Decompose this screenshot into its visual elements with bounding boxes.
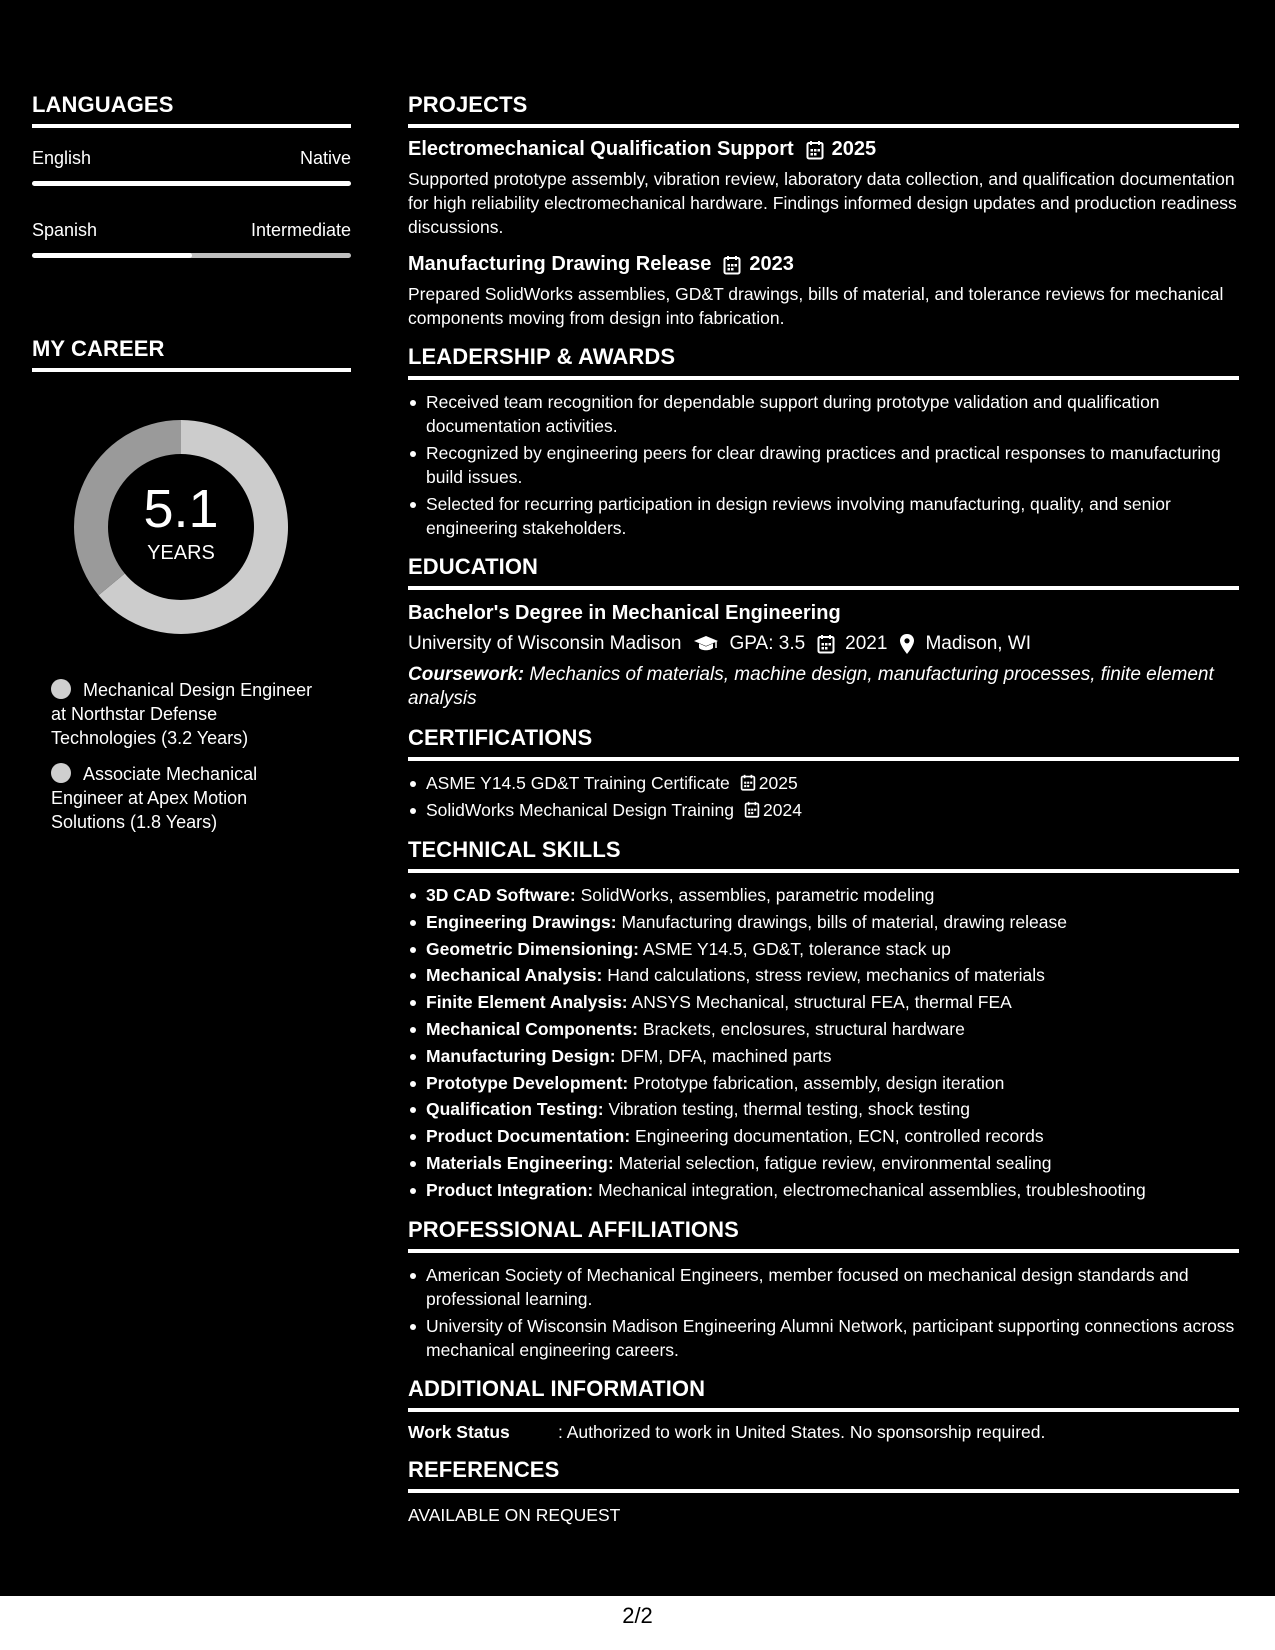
school-name: University of Wisconsin Madison (408, 633, 682, 654)
graduation-year: 2021 (845, 633, 888, 654)
skill-item (408, 1071, 1239, 1096)
graduation-cap-icon (693, 635, 719, 653)
affiliations-section (408, 1217, 1239, 1362)
calendar-icon (806, 140, 824, 160)
skill-value: Material selection, fatigue review, environmental sealing (618, 1152, 1052, 1173)
references-section (408, 1457, 1239, 1526)
career-roles-list (32, 678, 322, 834)
skill-value: Hand calculations, stress review, mechanics of materials (607, 965, 1045, 986)
skill-value: SolidWorks, assemblies, parametric modeling (580, 885, 935, 905)
left-column (32, 92, 351, 846)
skill-value: ASME Y14.5, GD&T, tolerance stack up (642, 938, 951, 959)
certifications-section (408, 725, 1239, 823)
projects-section (408, 92, 1239, 330)
list-item: University of Wisconsin Madison Engineering Alumni Network, participant supporting connections across mechanical engineering careers. (408, 1314, 1239, 1362)
list-item: Recognized by engineering peers for clear drawing practices and practical responses to manufacturing build issues. (408, 441, 1239, 489)
skill-value: Mechanical integration, electromechanical assemblies, troubleshooting (598, 1179, 1146, 1200)
skill-value: Manufacturing drawings, bills of material, drawing release (621, 911, 1067, 932)
skill-value: DFM, DFA, machined parts (620, 1045, 832, 1066)
skill-value: ANSYS Mechanical, structural FEA, thermal FEA (631, 992, 1012, 1013)
language-proficiency-bar (32, 253, 351, 258)
skill-label: Finite Element Analysis: (426, 992, 628, 1013)
calendar-icon (740, 774, 756, 791)
skill-item (408, 1017, 1239, 1042)
coursework: Coursework: Mechanics of materials, machine design, manufacturing processes, finite element analysis (408, 664, 1214, 709)
skill-value: Vibration testing, thermal testing, shock testing (608, 1099, 971, 1120)
skill-item (408, 883, 1239, 908)
list-item: Selected for recurring participation in design reviews involving manufacturing, quality, and senior engineering stakeholders. (408, 492, 1239, 540)
skill-item (408, 1097, 1239, 1122)
skill-value: Prototype fabrication, assembly, design iteration (633, 1072, 1005, 1093)
career-years-unit: YEARS (147, 542, 215, 564)
skill-label: Prototype Development: (426, 1072, 629, 1093)
skill-item (408, 963, 1239, 988)
legend-dot-icon (51, 679, 71, 699)
page-number: 2/2 (0, 1596, 1275, 1650)
language-spanish (32, 220, 351, 258)
skill-label: Geometric Dimensioning: (426, 938, 639, 959)
skill-label: Mechanical Components: (426, 1018, 638, 1039)
school-location: Madison, WI (925, 633, 1032, 654)
work-status-label: Work Status (408, 1421, 510, 1442)
language-english (32, 148, 351, 186)
language-proficiency-fill (32, 253, 192, 258)
skill-label: Mechanical Analysis: (426, 965, 603, 986)
list-item: American Society of Mechanical Engineers, member focused on mechanical design standards and professional learning. (408, 1263, 1239, 1311)
skill-label: Engineering Drawings: (426, 911, 617, 932)
project-description: Supported prototype assembly, vibration review, laboratory data collection, and qualification documentation for high reliability electromechanical hardware. Findings informed design updates and production readiness discussions. (408, 169, 1237, 237)
project-year: 2023 (749, 253, 794, 275)
project-year: 2025 (831, 138, 877, 160)
degree-title: Bachelor's Degree in Mechanical Engineering (408, 602, 841, 624)
language-name: English (32, 148, 92, 168)
calendar-icon (723, 255, 741, 275)
references-heading: REFERENCES (408, 1457, 1239, 1493)
career-role: Associate Mechanical Engineer at Apex Motion Solutions (1.8 Years) (51, 764, 258, 832)
career-role: Mechanical Design Engineer at Northstar Defense Technologies (3.2 Years) (51, 680, 313, 748)
skills-section (408, 837, 1239, 1203)
leadership-section (408, 344, 1239, 540)
career-heading: MY CAREER (32, 336, 351, 372)
skills-list (408, 883, 1239, 1203)
additional-section (408, 1376, 1239, 1443)
projects-heading: PROJECTS (408, 92, 1239, 128)
skill-value: Engineering documentation, ECN, controlled records (635, 1126, 1044, 1147)
skill-value: Brackets, enclosures, structural hardware (642, 1018, 965, 1039)
legend-dot-icon (51, 763, 71, 783)
project-title: Manufacturing Drawing Release 2023 (408, 253, 794, 275)
gpa: GPA: 3.5 (729, 633, 806, 654)
right-column (408, 92, 1239, 1540)
language-level: Intermediate (250, 220, 351, 240)
skill-item (408, 990, 1239, 1015)
skill-item (408, 1044, 1239, 1069)
education-meta (408, 633, 1239, 655)
language-proficiency-bar (32, 181, 351, 186)
additional-heading: ADDITIONAL INFORMATION (408, 1376, 1239, 1412)
references-text: AVAILABLE ON REQUEST (408, 1504, 621, 1525)
skill-label: Product Integration: (426, 1179, 594, 1200)
list-item: Received team recognition for dependable support during prototype validation and qualification documentation activities. (408, 390, 1239, 438)
skill-item (408, 1178, 1239, 1203)
location-pin-icon (899, 633, 915, 655)
certifications-heading: CERTIFICATIONS (408, 725, 1239, 761)
language-name: Spanish (32, 220, 98, 240)
skills-heading: TECHNICAL SKILLS (408, 837, 1239, 873)
skill-item (408, 937, 1239, 962)
project-title: Electromechanical Qualification Support 2025 (408, 138, 877, 160)
skill-item (408, 1151, 1239, 1176)
education-heading: EDUCATION (408, 554, 1239, 590)
skill-label: Product Documentation: (426, 1126, 631, 1147)
skill-label: Materials Engineering: (426, 1152, 614, 1173)
work-status-row (408, 1422, 1239, 1443)
skill-item (408, 1124, 1239, 1149)
project-description: Prepared SolidWorks assemblies, GD&T drawings, bills of material, and tolerance reviews for mechanical components moving from design into fabrication. (408, 284, 1224, 328)
career-donut-chart (66, 412, 296, 642)
career-total-years: 5.1 (143, 479, 219, 539)
list-item: ASME Y14.5 GD&T Training Certificate 2025 (408, 771, 1239, 796)
skill-label: Qualification Testing: (426, 1099, 604, 1120)
affiliations-heading: PROFESSIONAL AFFILIATIONS (408, 1217, 1239, 1253)
work-status-value: : Authorized to work in United States. No sponsorship required. (558, 1421, 1046, 1442)
calendar-icon (744, 801, 760, 818)
language-proficiency-fill (32, 181, 351, 186)
leadership-heading: LEADERSHIP & AWARDS (408, 344, 1239, 380)
skill-label: 3D CAD Software: (426, 885, 576, 905)
skill-label: Manufacturing Design: (426, 1045, 616, 1066)
language-level: Native (299, 148, 351, 168)
calendar-icon (817, 634, 835, 654)
education-section (408, 554, 1239, 711)
list-item: SolidWorks Mechanical Design Training 2024 (408, 798, 1239, 823)
skill-item (408, 910, 1239, 935)
languages-heading: LANGUAGES (32, 92, 351, 128)
